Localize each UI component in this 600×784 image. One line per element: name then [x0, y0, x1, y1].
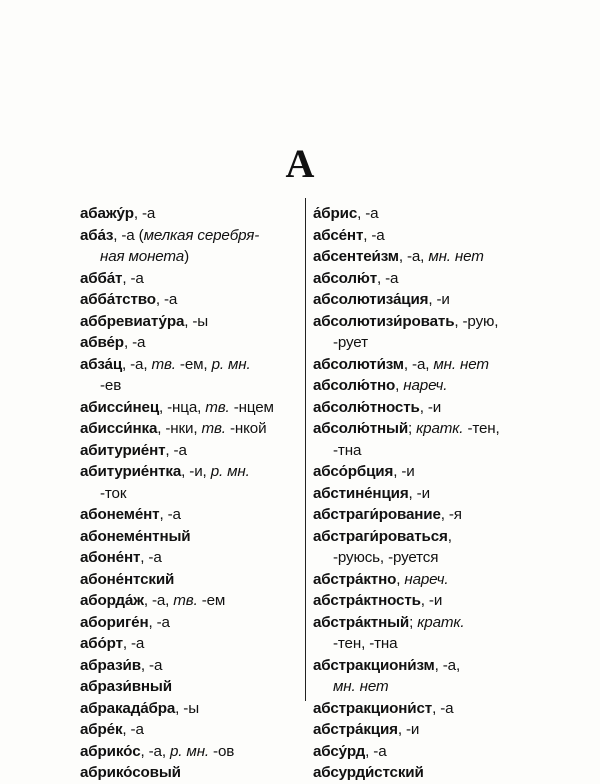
dictionary-entry: [80, 354, 302, 376]
entry-text: -ем: [197, 592, 226, 609]
entry-text: , -нца,: [159, 398, 206, 416]
grammar-note: тв.: [201, 420, 226, 437]
dictionary-entry: [313, 354, 535, 376]
entry-text: , -а: [432, 699, 454, 717]
entry-text: , -и,: [181, 463, 211, 480]
entry-text: , -а: [365, 742, 387, 760]
dictionary-entry: [313, 289, 535, 311]
entry-text: -нцем: [229, 398, 274, 416]
entry-text: , -а,: [122, 355, 152, 373]
headword: абсо́рбция: [313, 463, 394, 480]
headword: абба́тство: [80, 291, 156, 308]
entry-text: , -а,: [434, 656, 461, 674]
headword: абстраги́роваться: [313, 527, 448, 545]
entry-text: -нкой: [225, 420, 267, 437]
dictionary-entry: [80, 569, 302, 591]
entry-text: -ем,: [175, 355, 212, 373]
entry-text: ;: [409, 613, 418, 631]
entry-text: , -и: [393, 463, 415, 480]
entry-continuation: [313, 676, 535, 698]
entry-text: , -ы: [184, 312, 209, 330]
dictionary-entry: [313, 590, 535, 612]
headword: абсентеи́зм: [313, 248, 399, 265]
entry-text: , -я: [440, 506, 462, 523]
headword: а́брис: [313, 205, 358, 222]
section-letter-heading: А: [285, 141, 315, 186]
entry-text: , -а: [155, 291, 178, 308]
headword: абстра́ктность: [313, 592, 421, 609]
dictionary-entry: [313, 612, 535, 634]
dictionary-entry: [313, 311, 535, 333]
dictionary-entry: [80, 289, 302, 311]
dictionary-entry: [80, 332, 302, 354]
headword: абсу́рд: [313, 742, 366, 760]
dictionary-entry: [80, 461, 302, 483]
grammar-note: тв.: [173, 592, 198, 609]
grammar-note: мн. нет: [428, 248, 484, 265]
entry-text: , -а: [122, 635, 145, 652]
entry-text: , -рую,: [454, 312, 499, 330]
grammar-note: р. мн.: [170, 742, 209, 760]
dictionary-entry: [313, 203, 535, 225]
entry-continuation: [80, 483, 302, 505]
dictionary-entry: [80, 612, 302, 634]
headword: абстра́ктный: [313, 613, 410, 631]
dictionary-entry: [313, 526, 535, 548]
headword: абсолюти́зм: [313, 355, 404, 373]
dictionary-entry: [80, 762, 302, 784]
headword: абисси́нка: [80, 420, 158, 437]
headword: абажу́р: [80, 205, 134, 222]
grammar-note: мн. нет: [433, 355, 489, 373]
headword: абрико́совый: [80, 764, 181, 781]
headword: абстра́ктно: [313, 570, 397, 588]
headword: абсурди́стский: [313, 764, 424, 781]
grammar-note: кратк.: [416, 420, 464, 437]
entry-text: -тна: [333, 441, 362, 459]
entry-text: ;: [408, 420, 417, 437]
entry-continuation: [313, 547, 535, 569]
headword: абстраги́рование: [313, 506, 441, 523]
dictionary-entry: [80, 268, 302, 290]
headword: абсолю́тность: [313, 398, 420, 416]
entry-text: , -ы: [175, 699, 199, 717]
entry-text: , -а: [122, 269, 144, 287]
entry-text: , -а: [148, 613, 170, 631]
entry-text: -ов: [208, 742, 235, 760]
entry-text: -тен, -тна: [333, 635, 398, 652]
grammar-note: ная монета: [100, 248, 185, 265]
dictionary-entry: [313, 698, 535, 720]
headword: абсолю́тно: [313, 377, 396, 394]
entry-text: , -а: [357, 205, 379, 222]
entry-text: -ток: [100, 484, 127, 502]
headword: абза́ц: [80, 355, 123, 373]
headword: абракада́бра: [80, 699, 176, 717]
headword: аббревиату́ра: [80, 312, 185, 330]
entry-text: , -нки,: [157, 420, 202, 437]
headword: абисси́нец: [80, 398, 159, 416]
headword: абсолютиза́ция: [313, 291, 429, 308]
entry-text: , -а: [140, 549, 162, 566]
dictionary-entry: [313, 569, 535, 591]
grammar-note: нареч.: [404, 570, 449, 588]
headword: абба́т: [80, 269, 123, 287]
dictionary-entry: [80, 741, 302, 763]
entry-text: ): [184, 248, 189, 265]
entry-text: , -а: [159, 506, 181, 523]
dictionary-entry: [80, 526, 302, 548]
entry-text: -тен,: [463, 420, 500, 437]
grammar-note: р. мн.: [210, 463, 250, 480]
headword: абстракциони́зм: [313, 656, 435, 674]
headword: або́рт: [80, 635, 123, 652]
dictionary-entry: [80, 590, 302, 612]
headword: абстине́нция: [313, 484, 409, 502]
headword: абсолю́тный: [313, 420, 409, 437]
dictionary-entry: [313, 225, 535, 247]
entry-text: , -и: [408, 484, 430, 502]
entry-text: , -и: [420, 592, 443, 609]
entry-continuation: [80, 375, 302, 397]
entry-text: ,: [447, 527, 452, 545]
dictionary-entry: [80, 504, 302, 526]
entry-text: , -и: [428, 291, 450, 308]
dictionary-entry: [80, 655, 302, 677]
dictionary-entry: [313, 375, 535, 397]
dictionary-entry: [313, 655, 535, 677]
dictionary-entry: [80, 698, 302, 720]
headword: абре́к: [80, 721, 123, 738]
grammar-note: р. мн.: [211, 355, 251, 373]
grammar-note: мн. нет: [333, 678, 389, 695]
headword: абонеме́нт: [80, 506, 160, 523]
dictionary-entry: [313, 246, 535, 268]
dictionary-entry: [313, 418, 535, 440]
dictionary-entry: [80, 633, 302, 655]
headword: абоне́нтский: [80, 570, 175, 588]
entry-text: , -а (: [113, 226, 144, 244]
entry-text: , -а: [140, 656, 163, 674]
dictionary-entry: [80, 225, 302, 247]
headword: абсолютизи́ровать: [313, 312, 455, 330]
dictionary-entry: [313, 504, 535, 526]
entry-text: , -а: [363, 226, 385, 244]
entry-text: , -а,: [143, 592, 174, 609]
dictionary-entry: [313, 762, 535, 784]
dictionary-entry: [80, 440, 302, 462]
headword: абсе́нт: [313, 226, 364, 244]
entry-text: -руюсь, -руется: [333, 549, 439, 566]
headword: абоне́нт: [80, 549, 141, 566]
dictionary-entry: [313, 719, 535, 741]
entry-text: ,: [396, 570, 405, 588]
left-column: [80, 203, 302, 784]
entry-continuation: [313, 332, 535, 354]
entry-text: , -а: [123, 334, 146, 351]
dictionary-entry: [80, 676, 302, 698]
headword: абитурие́нтка: [80, 463, 182, 480]
entry-text: -рует: [333, 334, 368, 351]
grammar-note: мелкая серебря-: [143, 226, 260, 244]
headword: абсолю́т: [313, 269, 377, 287]
headword: абонеме́нтный: [80, 527, 191, 545]
dictionary-entry: [313, 741, 535, 763]
entry-text: ,: [395, 377, 404, 394]
column-divider: [305, 198, 306, 701]
headword: аборда́ж: [80, 592, 144, 609]
dictionary-entry: [313, 461, 535, 483]
headword: абитурие́нт: [80, 441, 166, 459]
entry-text: , -и: [419, 398, 442, 416]
headword: абве́р: [80, 334, 124, 351]
right-column: [313, 203, 535, 784]
dictionary-entry: [80, 311, 302, 333]
headword: абстра́кция: [313, 721, 398, 738]
entry-continuation: [313, 440, 535, 462]
dictionary-entry: [313, 397, 535, 419]
entry-text: , -а,: [140, 742, 170, 760]
headword: аба́з: [80, 226, 114, 244]
entry-text: -ев: [100, 377, 122, 394]
dictionary-entry: [313, 483, 535, 505]
dictionary-entry: [80, 203, 302, 225]
grammar-note: тв.: [151, 355, 176, 373]
headword: абориге́н: [80, 613, 149, 631]
dictionary-entry: [80, 547, 302, 569]
headword: абрико́с: [80, 742, 141, 760]
entry-text: , -а: [122, 721, 144, 738]
entry-text: , -а,: [398, 248, 429, 265]
entry-continuation: [80, 246, 302, 268]
headword: абрази́в: [80, 656, 141, 674]
dictionary-entry: [313, 268, 535, 290]
entry-text: , -а: [133, 205, 156, 222]
grammar-note: тв.: [205, 398, 230, 416]
dictionary-entry: [80, 418, 302, 440]
entry-text: , -а: [165, 441, 187, 459]
dictionary-entry: [80, 397, 302, 419]
grammar-note: кратк.: [417, 613, 465, 631]
entry-text: , -и: [397, 721, 420, 738]
grammar-note: нареч.: [403, 377, 448, 394]
headword: абрази́вный: [80, 678, 172, 695]
entry-text: , -а: [376, 269, 399, 287]
dictionary-entry: [80, 719, 302, 741]
entry-text: , -а,: [403, 355, 434, 373]
entry-continuation: [313, 633, 535, 655]
headword: абстракциони́ст: [313, 699, 433, 717]
